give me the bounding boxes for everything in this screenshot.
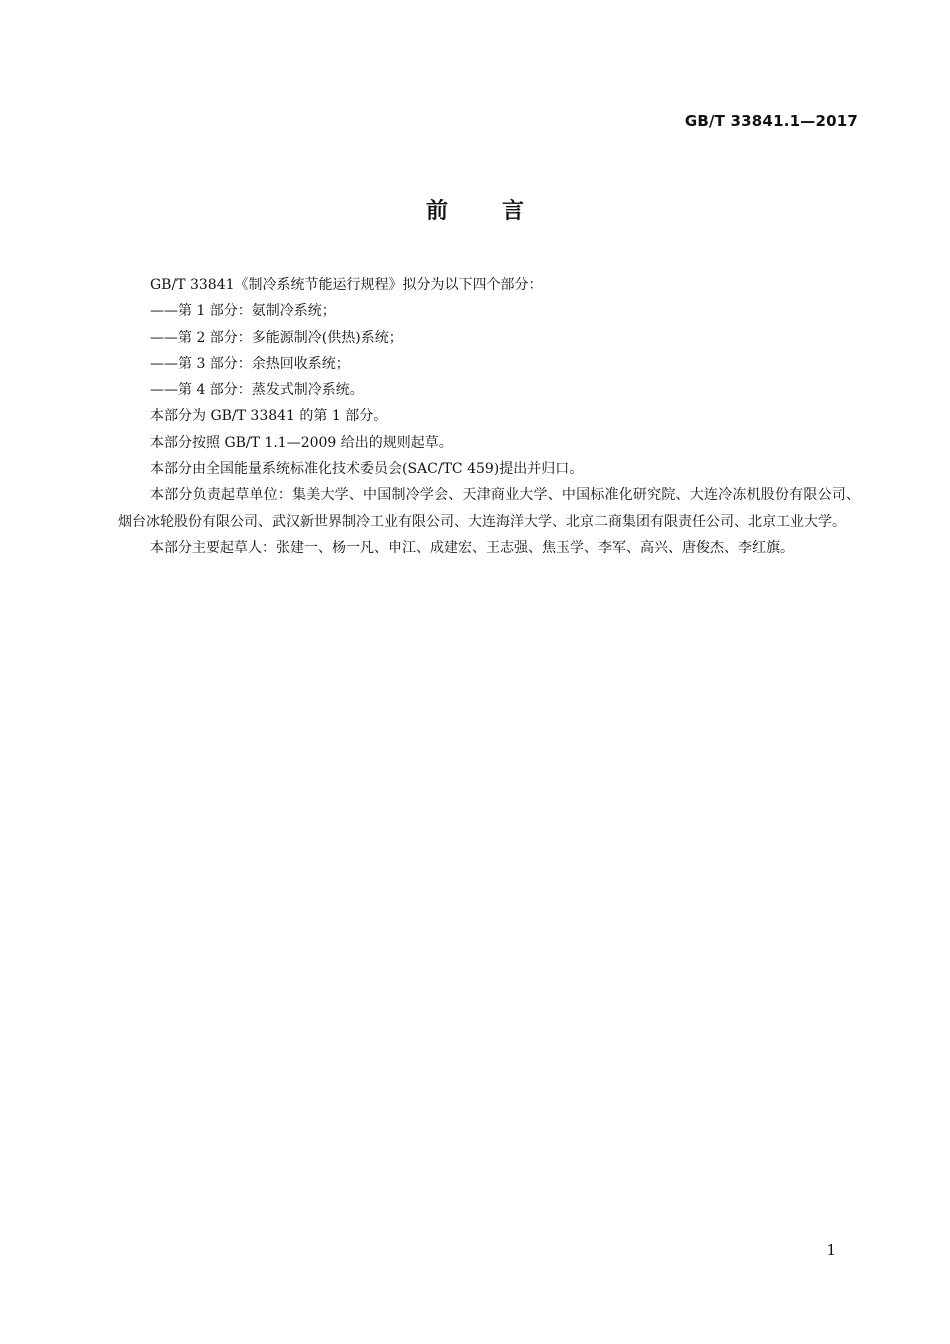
standard-code: GB/T 33841.1—2017 [684, 112, 858, 130]
paragraph-part-3: ——第 3 部分：余热回收系统； [150, 355, 350, 372]
foreword-body [118, 272, 860, 561]
page-title: 前言 [425, 199, 578, 224]
paragraph-part-2: ——第 2 部分：多能源制冷(供热)系统； [150, 329, 403, 346]
paragraph-drafters: 本部分主要起草人：张建一、杨一凡、申江、成建宏、王志强、焦玉学、李军、高兴、唐俊杰、李红旗。 [150, 539, 794, 556]
paragraph-part-1: ——第 1 部分：氨制冷系统； [150, 303, 336, 320]
paragraph-proposed-by: 本部分由全国能量系统标准化技术委员会(SAC/TC 459)提出并归口。 [150, 461, 584, 478]
paragraph-parts-intro: GB/T 33841《制冷系统节能运行规程》拟分为以下四个部分： [150, 277, 543, 293]
page-number: 1 [826, 1241, 836, 1259]
paragraph-drafting-rules: 本部分按照 GB/T 1.1—2009 给出的规则起草。 [150, 434, 453, 451]
paragraph-part-4: ——第 4 部分：蒸发式制冷系统。 [150, 382, 364, 399]
paragraph-this-part: 本部分为 GB/T 33841 的第 1 部分。 [150, 408, 388, 425]
paragraph-drafting-units: 本部分负责起草单位：集美大学、中国制冷学会、天津商业大学、中国标准化研究院、大连冷冻机股份有限公司、烟台冰轮股份有限公司、武汉新世界制冷工业有限公司、大连海洋大学、北京二商集团有限责任公司、北京工业大学。 [118, 487, 860, 530]
